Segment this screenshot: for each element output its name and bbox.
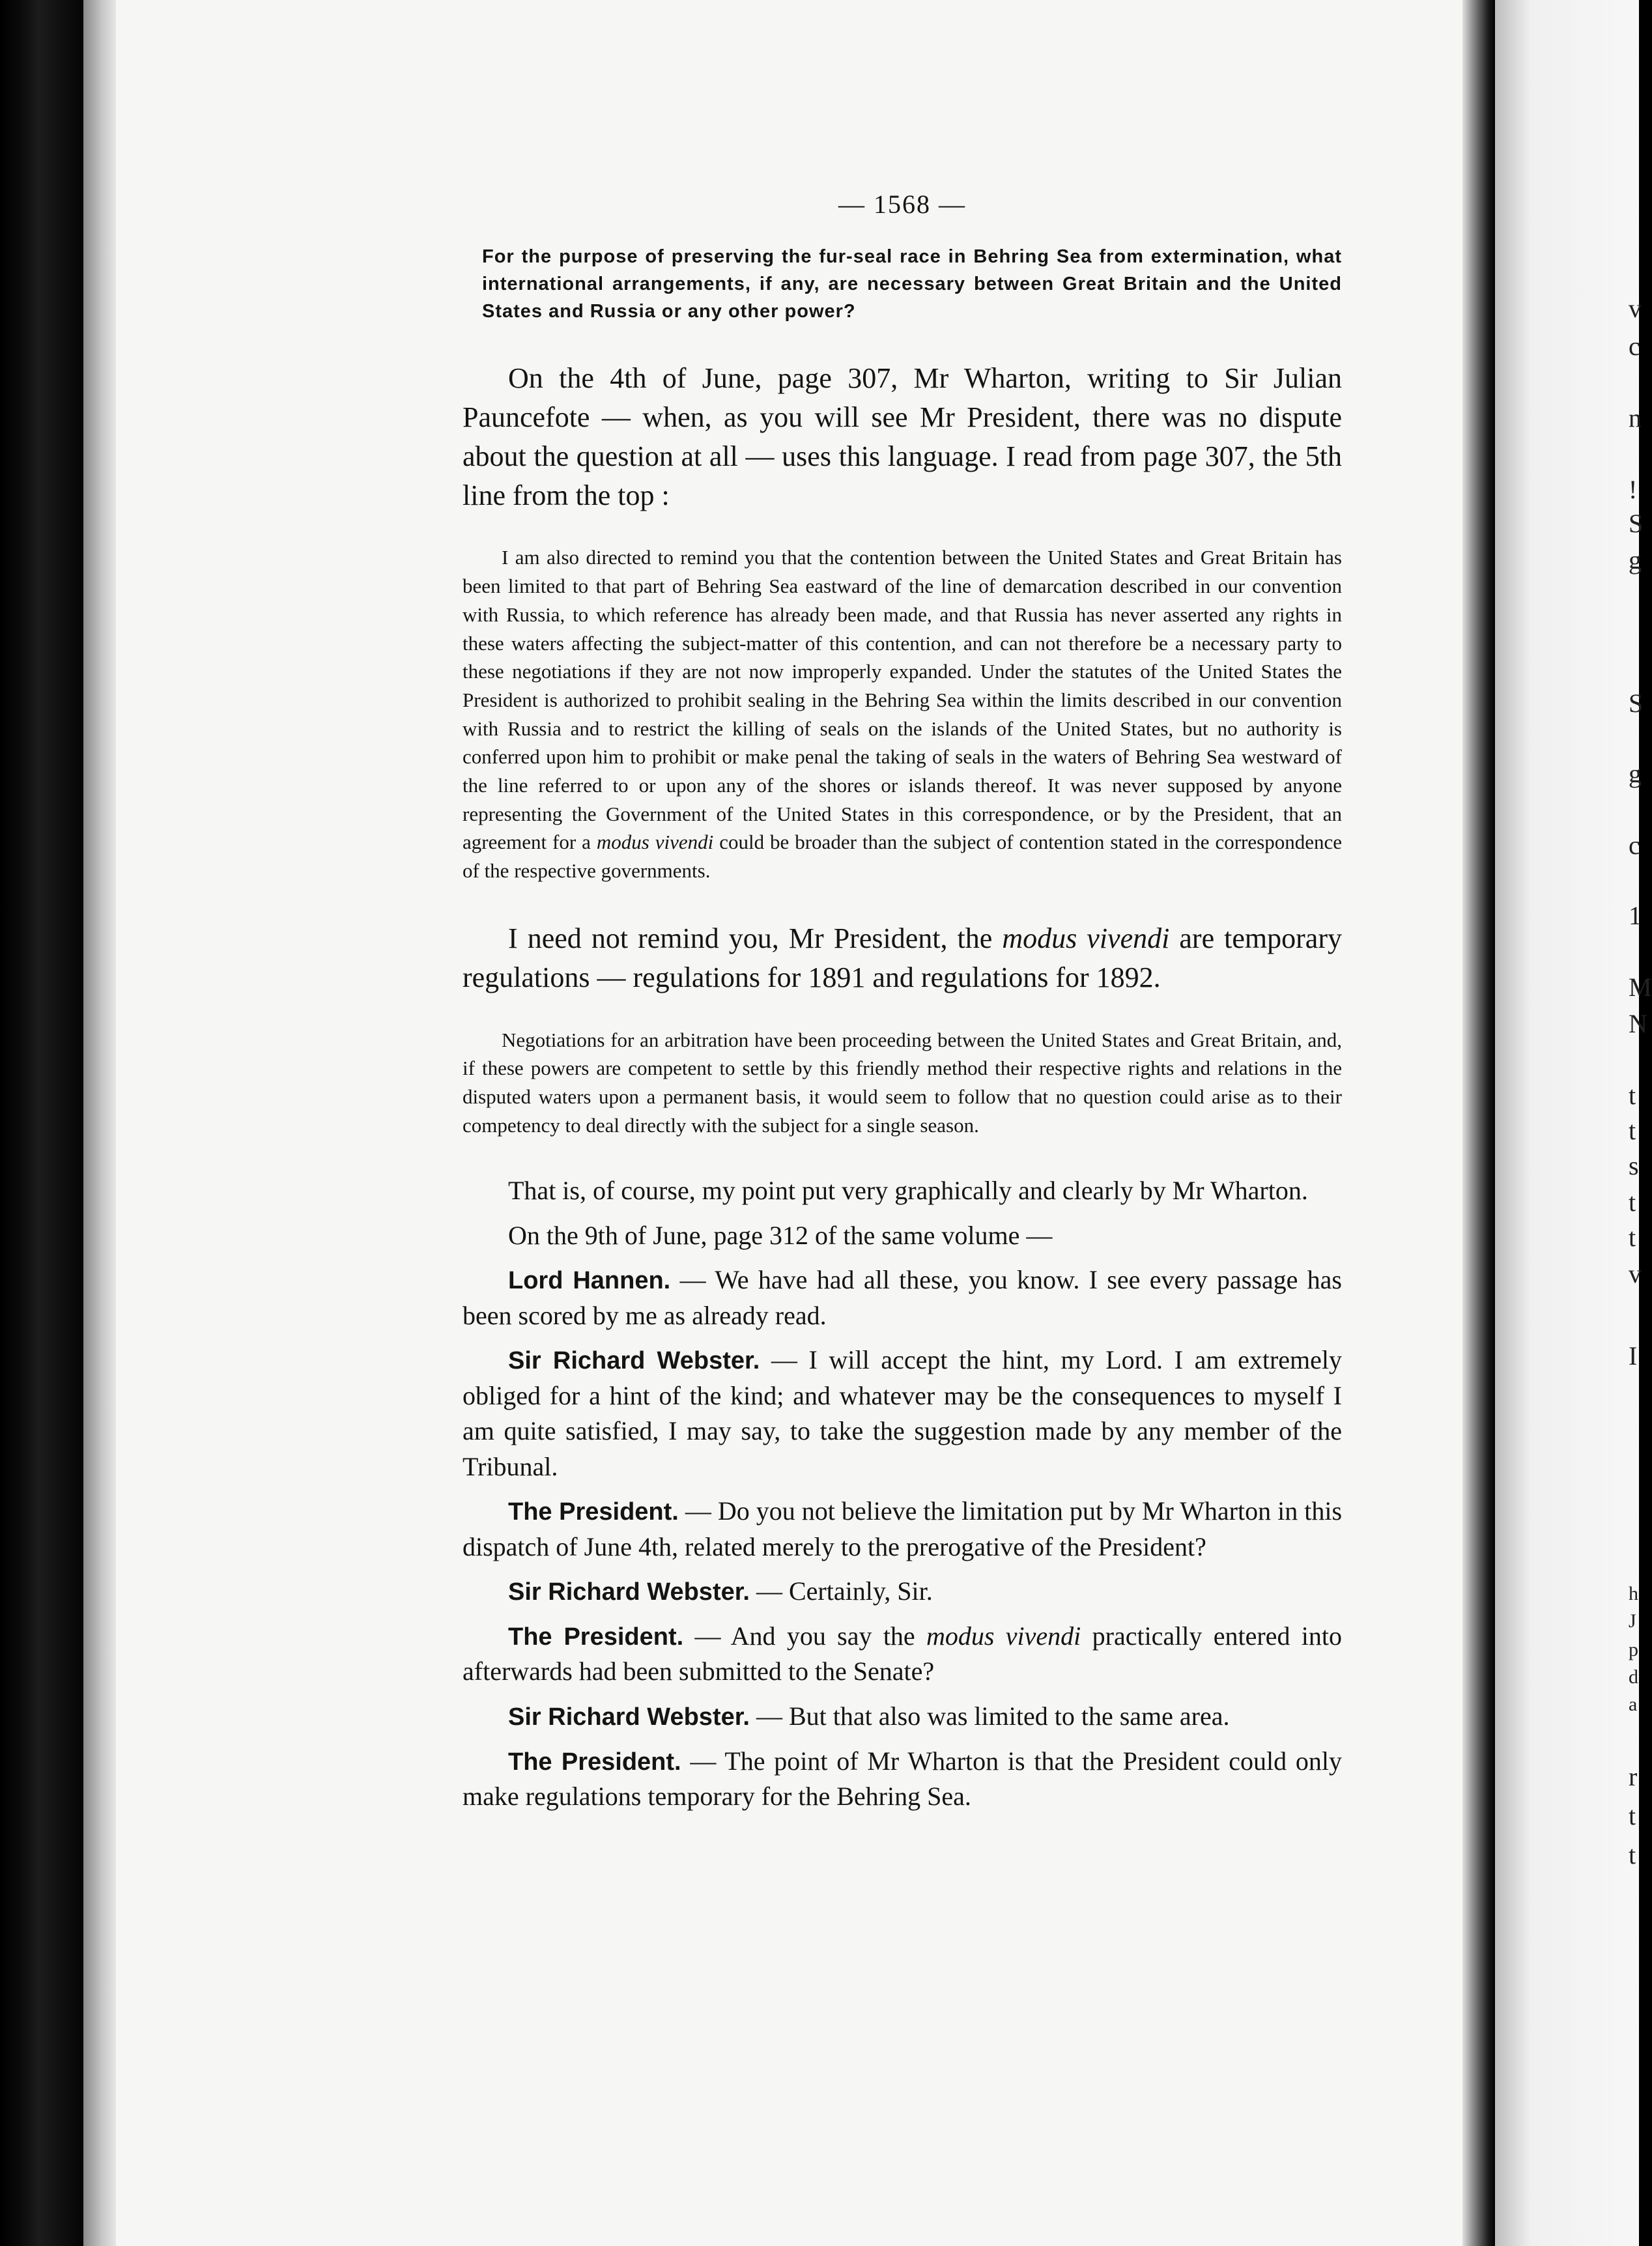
facing-letter: p [1629, 1639, 1638, 1660]
facing-letter: g [1629, 759, 1642, 788]
dialogue-line [463, 1574, 1342, 1610]
facing-letter: t [1629, 1081, 1636, 1110]
dialogue-line [463, 1494, 1342, 1565]
dialogue-text: — The point of Mr Wharton is that the President could only make regulations temporary for the Behring Sea. [463, 1746, 1343, 1812]
facing-page-fragment [1495, 0, 1652, 2246]
facing-letter: 1 [1629, 901, 1642, 930]
facing-letter: N [1629, 1009, 1647, 1038]
facing-letter: t [1629, 1223, 1636, 1252]
speaker-name: Sir Richard Webster. [508, 1703, 750, 1731]
page-number: — 1568 — [838, 190, 966, 219]
dialogue-text: — And you say the [694, 1621, 915, 1651]
facing-letter: J [1629, 1610, 1636, 1632]
facing-letter: t [1629, 1840, 1636, 1869]
facing-letter: n [1629, 403, 1642, 433]
quoted-letter-excerpt [463, 543, 1342, 885]
arbitration-question: For the purpose of preserving the fur-seal race in Behring Sea from extermination, what international arrangements, if any, are necessary between Great Britain and the United States and Russia or any other power? [482, 246, 1342, 322]
quoted-negotiations-excerpt: Negotiations for an arbitration have been proceeding between the United States and Great Britain, and, if these powers are competent to settle by this friendly method their respective rights and relations in the disputed waters upon a permanent basis, it would seem to follow that no question could arise as to their competency to deal directly with the subject for a single season. [463, 1028, 1342, 1137]
speaker-name: Sir Richard Webster. [508, 1347, 760, 1375]
facing-letter: c [1629, 332, 1640, 361]
scan-left-margin [0, 0, 83, 2246]
facing-letter: M [1629, 973, 1652, 1002]
paragraph-text: are temporary regulations — regulations for 1891 and regulations for 1892. [463, 922, 1342, 993]
dialogue-line [463, 1744, 1342, 1815]
dialogue-line [463, 1699, 1342, 1735]
page-content [463, 189, 1342, 1824]
facing-letter: d [1629, 1666, 1638, 1688]
page-left-edge [83, 0, 116, 2246]
quote-text: I am also directed to remind you that the contention between the United States and Great Britain has been limited to that part of Behring Sea eastward of the line of demarcation described in our convention with Russia, to which reference has already been made, and that Russia has never asserted any rights in these waters affecting the subject-matter of this contention, and can not therefore be a necessary party to these negotiations if they are not now improperly expanded. Under the statutes of the United States the President is authorized to prohibit sealing in the Behring Sea within the limits described in our convention with Russia and to restrict the killing of seals on the islands of the United States, but no authority is conferred upon him to prohibit or make penal the taking of seals in the waters of Behring Sea westward of the line referred to or upon any of the shores or islands thereof. It was never supposed by anyone representing the Government of the United States in this correspondence, or by the President, that an agreement for a [463, 546, 1342, 854]
facing-letter: I [1629, 1341, 1638, 1371]
speaker-name: Lord Hannen. [508, 1267, 671, 1295]
dialogue-text: practically entered into afterwards had been submitted to the Senate? [463, 1621, 1342, 1686]
facing-letter: r [1629, 1762, 1638, 1791]
dialogue-line [463, 1262, 1342, 1333]
speaker-name: The President. [508, 1498, 679, 1526]
paragraph-graphic-point: That is, of course, my point put very graphically and clearly by Mr Wharton. [508, 1176, 1308, 1206]
facing-letter: t [1629, 1187, 1636, 1217]
facing-letter: v [1629, 294, 1642, 323]
dialogue-text: — We have had all these, you know. I see every passage has been scored by me as already read. [463, 1265, 1342, 1330]
facing-letter: g [1629, 545, 1642, 575]
dialogue-text: — Certainly, Sir. [756, 1576, 933, 1606]
dialogue-line [463, 1343, 1342, 1485]
paragraph-text: I need not remind you, Mr President, the [508, 922, 993, 954]
facing-letter: a [1629, 1694, 1638, 1715]
paragraph-wharton-letter: On the 4th of June, page 307, Mr Wharton, writing to Sir Julian Pauncefote — when, as you will see Mr President, there was no dispute about the question at all — uses this language. I read from page 307, the 5th line from the top : [463, 362, 1342, 511]
paragraph-modus-vivendi [463, 919, 1342, 997]
speaker-name: Sir Richard Webster. [508, 1578, 750, 1606]
facing-letter: s [1629, 1151, 1639, 1180]
dialogue-text: — But that also was limited to the same area. [756, 1701, 1230, 1731]
facing-letter: c [1629, 831, 1640, 860]
facing-letter: t [1629, 1801, 1636, 1830]
facing-letter: t [1629, 1116, 1636, 1145]
facing-letter: ! [1629, 475, 1638, 504]
dialogue-italic: modus vivendi [926, 1621, 1081, 1651]
quote-italic: modus vivendi [596, 831, 714, 854]
speaker-name: The President. [508, 1623, 684, 1651]
quote-text: could be broader than the subject of contention stated in the correspondence of the respective governments. [463, 831, 1342, 883]
dialogue-text: — Do you not believe the limitation put by Mr Wharton in this dispatch of June 4th, related merely to the prerogative of the President? [463, 1496, 1343, 1561]
facing-letter: h [1629, 1583, 1638, 1604]
dialogue-text: — I will accept the hint, my Lord. I am extremely obliged for a hint of the kind; and whatever may be the consequences to myself I am quite satisfied, I may say, to take the suggestion made by any member of the Tribunal. [463, 1345, 1343, 1481]
speaker-name: The President. [508, 1748, 681, 1776]
dialogue-line [463, 1619, 1342, 1690]
paragraph-june-ninth: On the 9th of June, page 312 of the same volume — [508, 1220, 1053, 1250]
facing-letter: S [1629, 689, 1644, 718]
facing-letter: v [1629, 1259, 1642, 1288]
paragraph-italic: modus vivendi [1002, 922, 1170, 954]
book-binding [1462, 0, 1495, 2246]
facing-letter: S [1629, 509, 1644, 538]
